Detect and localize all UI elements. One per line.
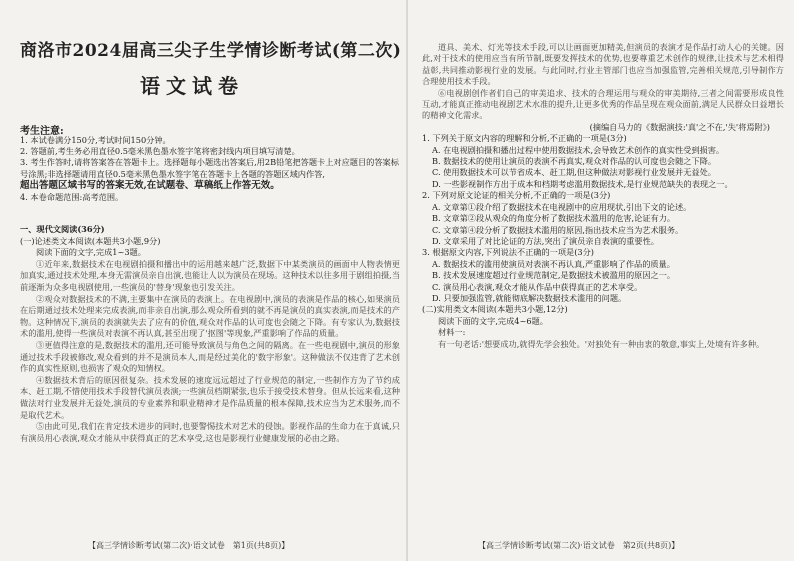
right-page: [408, 0, 794, 561]
passage-paragraph: 道具、美术、灯光等技术手段,可以让画面更加精美,但演员的表演才是作品打动人心的关键。因此,对于技术的使用应当有所节制,既要发挥技术的优势,也要尊重艺术创作的规律,让技术与艺术相得益彰,共同推动影视行业的发展。与此同时,行业主管部门也应当加强监管,完善相关规范,引导制作方合理使用技术手段。: [422, 42, 784, 87]
material-label: 材料一:: [438, 327, 466, 338]
question-stem: 2. 下列对原文论证的相关分析,不正确的一项是(3分): [422, 190, 611, 201]
page-footer-left: 【高三学情诊断考试(第二次)·语文试卷 第1页(共8页)】: [88, 541, 290, 550]
question-option: A. 文章第①段介绍了数据技术在电视剧中的应用现状,引出下文的论述。: [432, 201, 692, 212]
notice-item: 1. 本试卷满分150分,考试时间150分钟。: [20, 135, 171, 145]
question-option: C. 演员用心表演,观众才能从作品中获得真正的艺术享受。: [432, 281, 643, 292]
right-content: [422, 42, 784, 350]
question-option: B. 文章第②段从观众的角度分析了数据技术滥用的危害,论证有力。: [432, 213, 676, 224]
notice-list: [20, 135, 400, 203]
question-option: D. 只要加强监管,就能彻底解决数据技术滥用的问题。: [432, 292, 627, 303]
instruction-text: 阅读下面的文字,完成4~6题。: [438, 315, 548, 326]
question-option: A. 数据技术的滥用使演员对表演不再认真,严重影响了作品的质量。: [432, 258, 675, 269]
reading-section: [20, 224, 400, 444]
passage-paragraph: ②观众对数据技术的不满,主要集中在演员的表演上。在电视剧中,演员的表演是作品的核心,如果演员在后期通过技术处理来完成表演,而非亲自出演,那么观众所看到的就不再是演员的真实表演,而是技术的产物。这种情况下,演员的表演就失去了应有的价值,观众对作品的认可度也会随之下降。有专家认为,数据技术的滥用,使得一些演员对表演不再认真,甚至出现了'抠图'等现象,严重影响了作品的质量。: [20, 293, 400, 339]
subsection-heading: (一)论述类文本阅读(本题共3小题,9分): [20, 235, 161, 246]
subsection-heading: (二)实用类文本阅读(本题共3小题,12分): [422, 304, 568, 315]
notice-heading: 考生注意:: [20, 126, 64, 137]
question-option: D. 一些影视制作方出于成本和档期考虑滥用数据技术,是行业规范缺失的表现之一。: [432, 178, 733, 189]
question-option: B. 数据技术的使用让演员的表演不再真实,观众对作品的认可度也会随之下降。: [432, 156, 717, 167]
question-option: D. 文章采用了对比论证的方法,突出了演员亲自表演的重要性。: [432, 235, 659, 246]
question-option: C. 文章第④段分析了数据技术滥用的原因,指出技术应当为艺术服务。: [432, 224, 684, 235]
notice-item-emphasis: 超出答题区域书写的答案无效,在试题卷、草稿纸上作答无效。: [20, 179, 280, 191]
passage-paragraph: ④数据技术背后的原因很复杂。技术发展的速度远远超过了行业规范的制定,一些制作方为了节约成本、赶工期,不惜使用技术手段替代演员表演;一些演员档期紧张,也乐于接受技术替身。但从长远来看,这种做法对行业发展并无益处,演员的专业素养和职业精神才是作品质量的根本保障,技术应当为艺术服务,而不是取代艺术。: [20, 374, 400, 420]
section-heading: 一、现代文阅读(36分): [20, 224, 105, 234]
passage-paragraph: ⑥电视剧创作者们自己的审美追求、技术的合理运用与观众的审美期待,三者之间需要形成良性互动,才能真正推动电视剧艺术水准的提升,让更多优秀的作品呈现在观众面前,满足人民群众日益增长的精神文化需求。: [422, 87, 784, 121]
question-stem: 1. 下列关于原文内容的理解和分析,不正确的一项是(3分): [422, 133, 627, 144]
passage-paragraph: ③更值得注意的是,数据技术的滥用,还可能导致演员与角色之间的隔离。在一些电视剧中,演员的形象通过技术手段被修改,观众看到的并不是演员本人,而是经过美化的'数字形象'。这种做法不仅违背了艺术创作的真实性原则,也损害了观众的知情权。: [20, 339, 400, 374]
question-option: B. 技术发展速度超过行业规范制定,是数据技术被滥用的原因之一。: [432, 270, 676, 281]
question-stem: 3. 根据原文内容,下列说法不正确的一项是(3分): [422, 247, 594, 258]
passage-paragraph: ①近年来,数据技术在电视剧拍摄和播出中的运用越来越广泛,数据下中某类演员的画面中人物表情更加真实,通过技术处理,本身无需演员亲自出演,也能让人以为演员在现场。这种技术以往多用于剧组拍摄,当前逐渐为众多电视剧使用,一些演员的'替身'现象也引发关注。: [20, 258, 400, 292]
instruction-text: 阅读下面的文字,完成1~3题。: [36, 247, 146, 258]
question-option: A. 在电视剧拍摄和播出过程中使用数据技术,会导致艺术创作的真实性受到损害。: [432, 144, 725, 155]
notice-item: 4. 本卷命题范围:高考范围。: [20, 191, 124, 202]
notice-item: 3. 考生作答时,请将答案答在答题卡上。选择题每小题选出答案后,用2B铅笔把答题卡上对应题目的答案标号涂黑;非选择题请用直径0.5毫米黑色墨水签字笔在答题卡上各题的答题区域内作答,: [20, 157, 399, 179]
page-footer-right: 【高三学情诊断考试(第二次)·语文试卷 第2页(共8页)】: [478, 541, 680, 550]
exam-title: 商洛市2024届高三尖子生学情诊断考试(第二次): [20, 41, 402, 61]
passage-paragraph: ⑤由此可见,我们在肯定技术进步的同时,也要警惕技术对艺术的侵蚀。影视作品的生命力在于真诚,只有演员用心表演,观众才能从中获得真正的艺术享受,这也是影视行业健康发展的必由之路。: [20, 421, 400, 443]
question-option: C. 使用数据技术可以节省成本、赶工期,但这种做法对影视行业发展并无益处。: [432, 167, 716, 178]
passage-paragraph: 有一句老话:'想要成功,就得先学会独处。'对独处有一种由衷的敬意,事实上,处境有许多种。: [438, 338, 765, 349]
notice-item: 2. 答题前,考生务必用直径0.5毫米黑色墨水签字笔将密封线内项目填写清楚。: [20, 146, 300, 157]
passage-source: (摘编自马力的《数据演技:'真'之不在,'失'将焉附》): [589, 121, 770, 132]
paper-subtitle: 语文试卷: [140, 74, 244, 98]
